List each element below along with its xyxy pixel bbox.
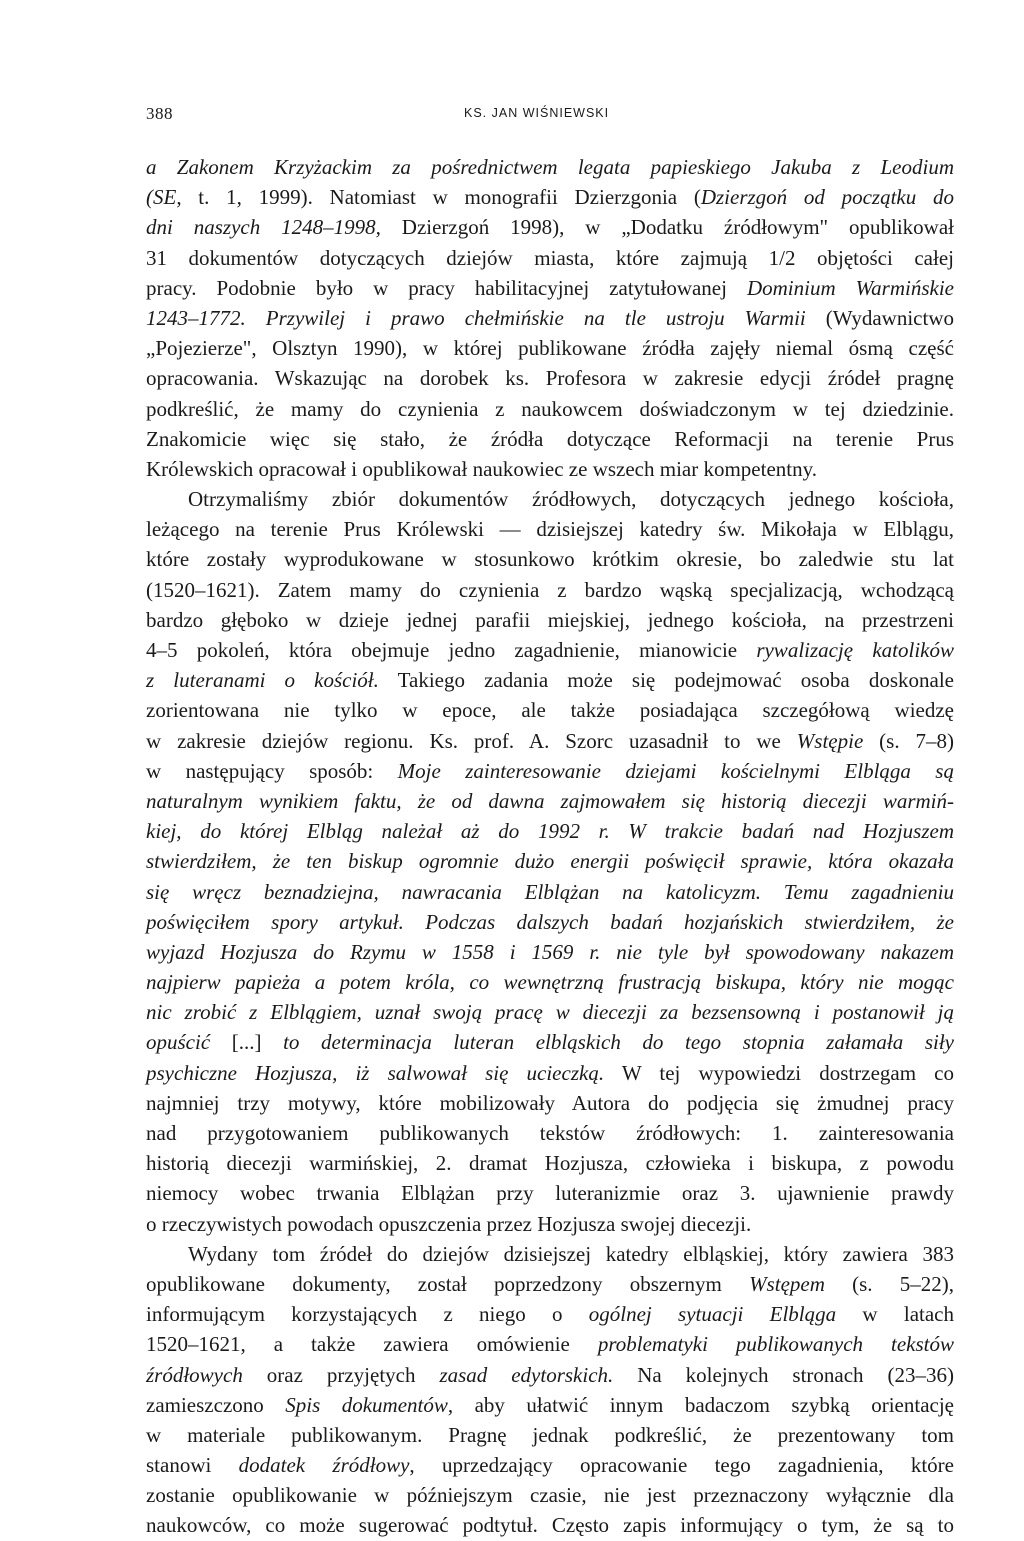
text-line-content (146, 306, 954, 330)
text-run: 1520–1621, a także zawiera omówienie (146, 1332, 598, 1357)
text-line-content (146, 1513, 954, 1537)
text-run: podkreślić, że mamy do czynienia z naukowcem doświadczonym w tej dziedzinie. (146, 396, 954, 421)
text-line-content (146, 1151, 954, 1175)
text-run: Dzierzgoń 1998), w „Dodatku źródłowym" opublikował (380, 215, 954, 240)
italic-text: ogólnej sytuacji Elbląga (588, 1302, 837, 1327)
text-line-content (146, 1393, 954, 1417)
text-line (146, 1480, 954, 1510)
text-run: zamieszczono (146, 1392, 286, 1417)
text-line-content (146, 366, 954, 390)
italic-text: opuścić (146, 1030, 211, 1055)
text-line (146, 484, 954, 514)
text-line-content (146, 336, 954, 360)
text-run: nad przygotowaniem publikowanych tekstów źródłowych: 1. zainteresowania (146, 1121, 954, 1145)
text-line (146, 333, 954, 363)
text-run: Królewskich opracował i opublikował naukowiec ze wszech miar kompetentny. (146, 456, 818, 481)
text-line (146, 1269, 954, 1299)
italic-text: najpierw papieża a potem króla, co wewnętrzną frustracją biskupa, który nie mogąc (146, 970, 954, 995)
text-line-content (146, 1000, 954, 1024)
text-line (146, 363, 954, 393)
text-line-content (146, 276, 954, 300)
text-run: „Pojezierze", Olsztyn 1990), w której publikowane źródła zajęły niemal ósmą część (146, 336, 954, 361)
italic-text: z luteranami o kościół. (146, 668, 379, 693)
text-line (146, 726, 954, 756)
text-line (146, 937, 954, 967)
text-line-content (146, 1363, 954, 1387)
text-run: opracowania. Wskazując na dorobek ks. Profesora w zakresie edycji źródeł pragnę (146, 366, 954, 391)
text-run: zostanie opublikowanie w późniejszym czasie, nie jest przeznaczony wyłącznie dla (146, 1483, 954, 1508)
text-line (146, 967, 954, 997)
text-line (146, 605, 954, 635)
page-number: 388 (146, 104, 173, 123)
text-run: , uprzedzający opracowanie tego zagadnienia, które (409, 1453, 954, 1478)
text-run: Na kolejnych stronach (23–36) (613, 1362, 954, 1387)
text-line-content (188, 1242, 954, 1266)
text-line-content (146, 849, 954, 873)
italic-text: nic zrobić z Elblągiem, uznał swoją pracę w diecezji za bezsensowną i postanowił ją (146, 1000, 954, 1025)
text-line-content (146, 1030, 954, 1054)
text-run: (s. 7–8) (863, 728, 954, 753)
body-text (146, 152, 954, 1541)
italic-text: kiej, do której Elbląg należał aż do 1992 r. W trakcie badań nad Hozjuszem (146, 819, 954, 844)
text-line (146, 514, 954, 544)
text-run: W tej wypowiedzi dostrzegam co (604, 1060, 954, 1085)
italic-text: naturalnym wynikiem faktu, że od dawna zajmowałem się historią diecezji warmiń- (146, 788, 954, 813)
running-head: KS. JAN WIŚNIEWSKI (464, 106, 610, 120)
text-line (146, 1510, 954, 1540)
text-line (146, 454, 954, 484)
text-line-content (146, 698, 954, 722)
text-line (146, 243, 954, 273)
text-line-content (146, 638, 954, 662)
text-run: najmniej trzy motywy, które mobilizowały Autora do podjęcia się żmudnej pracy (146, 1090, 954, 1115)
text-run: stanowi (146, 1453, 239, 1478)
text-line-content (146, 789, 954, 813)
text-run: , aby ułatwić innym badaczom szybką orientację (447, 1392, 954, 1417)
text-line-content (146, 246, 954, 270)
text-line (146, 394, 954, 424)
text-run: bardzo głęboko w dzieje jednej parafii miejskiej, jednego kościoła, na przestrzeni (146, 607, 954, 632)
text-run: w materiale publikowanym. Pragnę jednak podkreślić, że prezentowany tom (146, 1422, 954, 1447)
text-line-content (188, 487, 954, 511)
text-line (146, 635, 954, 665)
text-run: o rzeczywistych powodach opuszczenia przez Hozjusza swojej diecezji. (146, 1211, 752, 1236)
text-line (146, 786, 954, 816)
italic-text: stwierdziłem, że ten biskup ogromnie dużo energii poświęcił sprawie, która okazała (146, 849, 954, 874)
text-line-content (146, 970, 954, 994)
italic-text: dodatek źródłowy (238, 1453, 410, 1478)
text-run: 31 dokumentów dotyczących dziejów miasta, które zajmują 1/2 objętości całej (146, 245, 954, 270)
italic-text: Wstępem (749, 1271, 825, 1296)
italic-text: zasad edytorskich. (439, 1362, 614, 1387)
text-line (146, 1390, 954, 1420)
text-line (146, 1360, 954, 1390)
text-line-content (146, 668, 954, 692)
text-run: naukowców, co może sugerować podtytuł. Często zapis informujący o tym, że są to (146, 1513, 954, 1538)
text-line (146, 303, 954, 333)
text-run: niemocy wobec trwania Elblążan przy luteranizmie oraz 3. ujawnienie prawdy (146, 1181, 954, 1206)
text-line (146, 544, 954, 574)
text-line-content (146, 185, 954, 209)
text-line-content (146, 547, 954, 571)
text-line (146, 1148, 954, 1178)
text-line (146, 1088, 954, 1118)
text-line-content (146, 1181, 954, 1205)
text-run: (s. 5–22), (824, 1271, 954, 1296)
text-line (146, 575, 954, 605)
text-line (146, 1329, 954, 1359)
italic-text: wyjazd Hozjusza do Rzymu w 1558 i 1569 r. nie tyle był spowodowany nakazem (146, 939, 954, 964)
text-line (146, 273, 954, 303)
text-run: 4–5 pokoleń, która obejmuje jedno zagadnienie, mianowicie (146, 638, 757, 662)
text-line-content (146, 1302, 954, 1326)
text-line-content (146, 1332, 954, 1356)
italic-text: Moje zainteresowanie dziejami kościelnymi Elbląga są (397, 758, 954, 783)
text-line-content (146, 1091, 954, 1115)
text-line (146, 424, 954, 454)
text-line (146, 1027, 954, 1057)
text-run: , t. 1, 1999). Natomiast w monografii Dzierzgonia ( (176, 185, 701, 210)
text-line-content (146, 215, 954, 239)
text-run: Wydany tom źródeł do dziejów dzisiejszej katedry elbląskiej, który zawiera 383 (188, 1241, 954, 1266)
text-run: Takiego zadania może się podejmować osoba doskonale (378, 668, 954, 693)
text-run: które zostały wyprodukowane w stosunkowo krótkim okresie, bo zaledwie stu lat (146, 547, 954, 572)
text-run: pracy. Podobnie było w pracy habilitacyjnej zatytułowanej (146, 275, 747, 300)
text-line (146, 152, 954, 182)
text-line (146, 182, 954, 212)
text-line (146, 1239, 954, 1269)
text-line (146, 1178, 954, 1208)
text-run: (1520–1621). Zatem mamy do czynienia z bardzo wąską specjalizacją, wchodzącą (146, 577, 954, 602)
italic-text: się wręcz beznadziejna, nawracania Elblążan na katolicyzm. Temu zagadnieniu (146, 879, 954, 904)
italic-text: Wstępie (796, 728, 864, 753)
text-line-content (146, 1212, 751, 1236)
text-line (146, 1299, 954, 1329)
text-line-content (146, 1453, 954, 1477)
text-line (146, 212, 954, 242)
text-line (146, 1450, 954, 1480)
text-line (146, 907, 954, 937)
italic-text: Spis dokumentów (285, 1392, 448, 1417)
text-line (146, 1118, 954, 1148)
text-line-content (146, 910, 954, 934)
italic-text: poświęciłem spory artykuł. Podczas dalszych badań hozjańskich stwierdziłem, że (146, 909, 954, 934)
text-line (146, 846, 954, 876)
italic-text: Dzierzgoń od początku do (700, 185, 954, 210)
text-run: historią diecezji warmińskiej, 2. dramat Hozjusza, człowieka i biskupa, z powodu (146, 1151, 954, 1176)
italic-text: psychiczne Hozjusza, iż salwował się ucieczką. (146, 1060, 605, 1085)
text-line-content (146, 155, 954, 179)
text-line (146, 756, 954, 786)
text-line-content (146, 1423, 954, 1447)
italic-text: dni naszych 1248–1998, (146, 215, 381, 240)
text-run: w następujący sposób: (146, 758, 398, 783)
text-run: informującym korzystających z niego o (146, 1302, 589, 1327)
text-run: w zakresie dziejów regionu. Ks. prof. A. Szorc uzasadnił to we (146, 728, 797, 753)
text-line (146, 997, 954, 1027)
text-line-content (146, 578, 954, 602)
text-line-content (146, 517, 954, 541)
text-line-content (146, 397, 954, 421)
text-line (146, 695, 954, 725)
text-line-content (146, 1061, 954, 1085)
text-line-content (146, 457, 817, 481)
italic-text: rywalizację katolików (756, 638, 954, 662)
text-run: w latach (836, 1302, 954, 1327)
text-line-content (146, 729, 954, 753)
text-line (146, 816, 954, 846)
text-run: opublikowane dokumenty, został poprzedzony obszernym (146, 1271, 750, 1296)
text-line-content (146, 427, 954, 451)
text-line-content (146, 880, 954, 904)
text-line (146, 877, 954, 907)
text-run: leżącego na terenie Prus Królewski — dzisiejszej katedry św. Mikołaja w Elblągu, (146, 517, 954, 542)
italic-text: Dominium Warmińskie (746, 275, 954, 300)
italic-text: 1243–1772. Przywilej i prawo chełmińskie na tle ustroju Warmii (146, 305, 806, 330)
text-line-content (146, 759, 954, 783)
text-run: (Wydawnictwo (805, 305, 954, 330)
text-line (146, 665, 954, 695)
text-run: Otrzymaliśmy zbiór dokumentów źródłowych, dotyczących jednego kościoła, (188, 487, 954, 512)
text-run: Znakomicie więc się stało, że źródła dotyczące Reformacji na terenie Prus (146, 426, 954, 451)
text-line-content (146, 819, 954, 843)
text-run: [...] (210, 1030, 284, 1055)
text-line (146, 1420, 954, 1450)
text-line-content (146, 608, 954, 632)
italic-text: to determinacja luteran elbląskich do tego stopnia załamała siły (283, 1030, 954, 1055)
text-line-content (146, 940, 954, 964)
page-header (146, 104, 958, 128)
text-line (146, 1209, 954, 1239)
text-run: oraz przyjętych (242, 1362, 440, 1387)
italic-text: źródłowych (146, 1362, 243, 1387)
italic-text: a Zakonem Krzyżackim za pośrednictwem legata papieskiego Jakuba z Leodium (146, 155, 954, 179)
text-line-content (146, 1483, 954, 1507)
text-run: zorientowana nie tylko w epoce, ale także posiadająca szczegółową wiedzę (146, 698, 954, 723)
text-line-content (146, 1272, 954, 1296)
text-line-content (146, 1121, 954, 1145)
text-line (146, 1058, 954, 1088)
italic-text: problematyki publikowanych tekstów (597, 1332, 954, 1357)
italic-text: (SE (146, 185, 177, 210)
